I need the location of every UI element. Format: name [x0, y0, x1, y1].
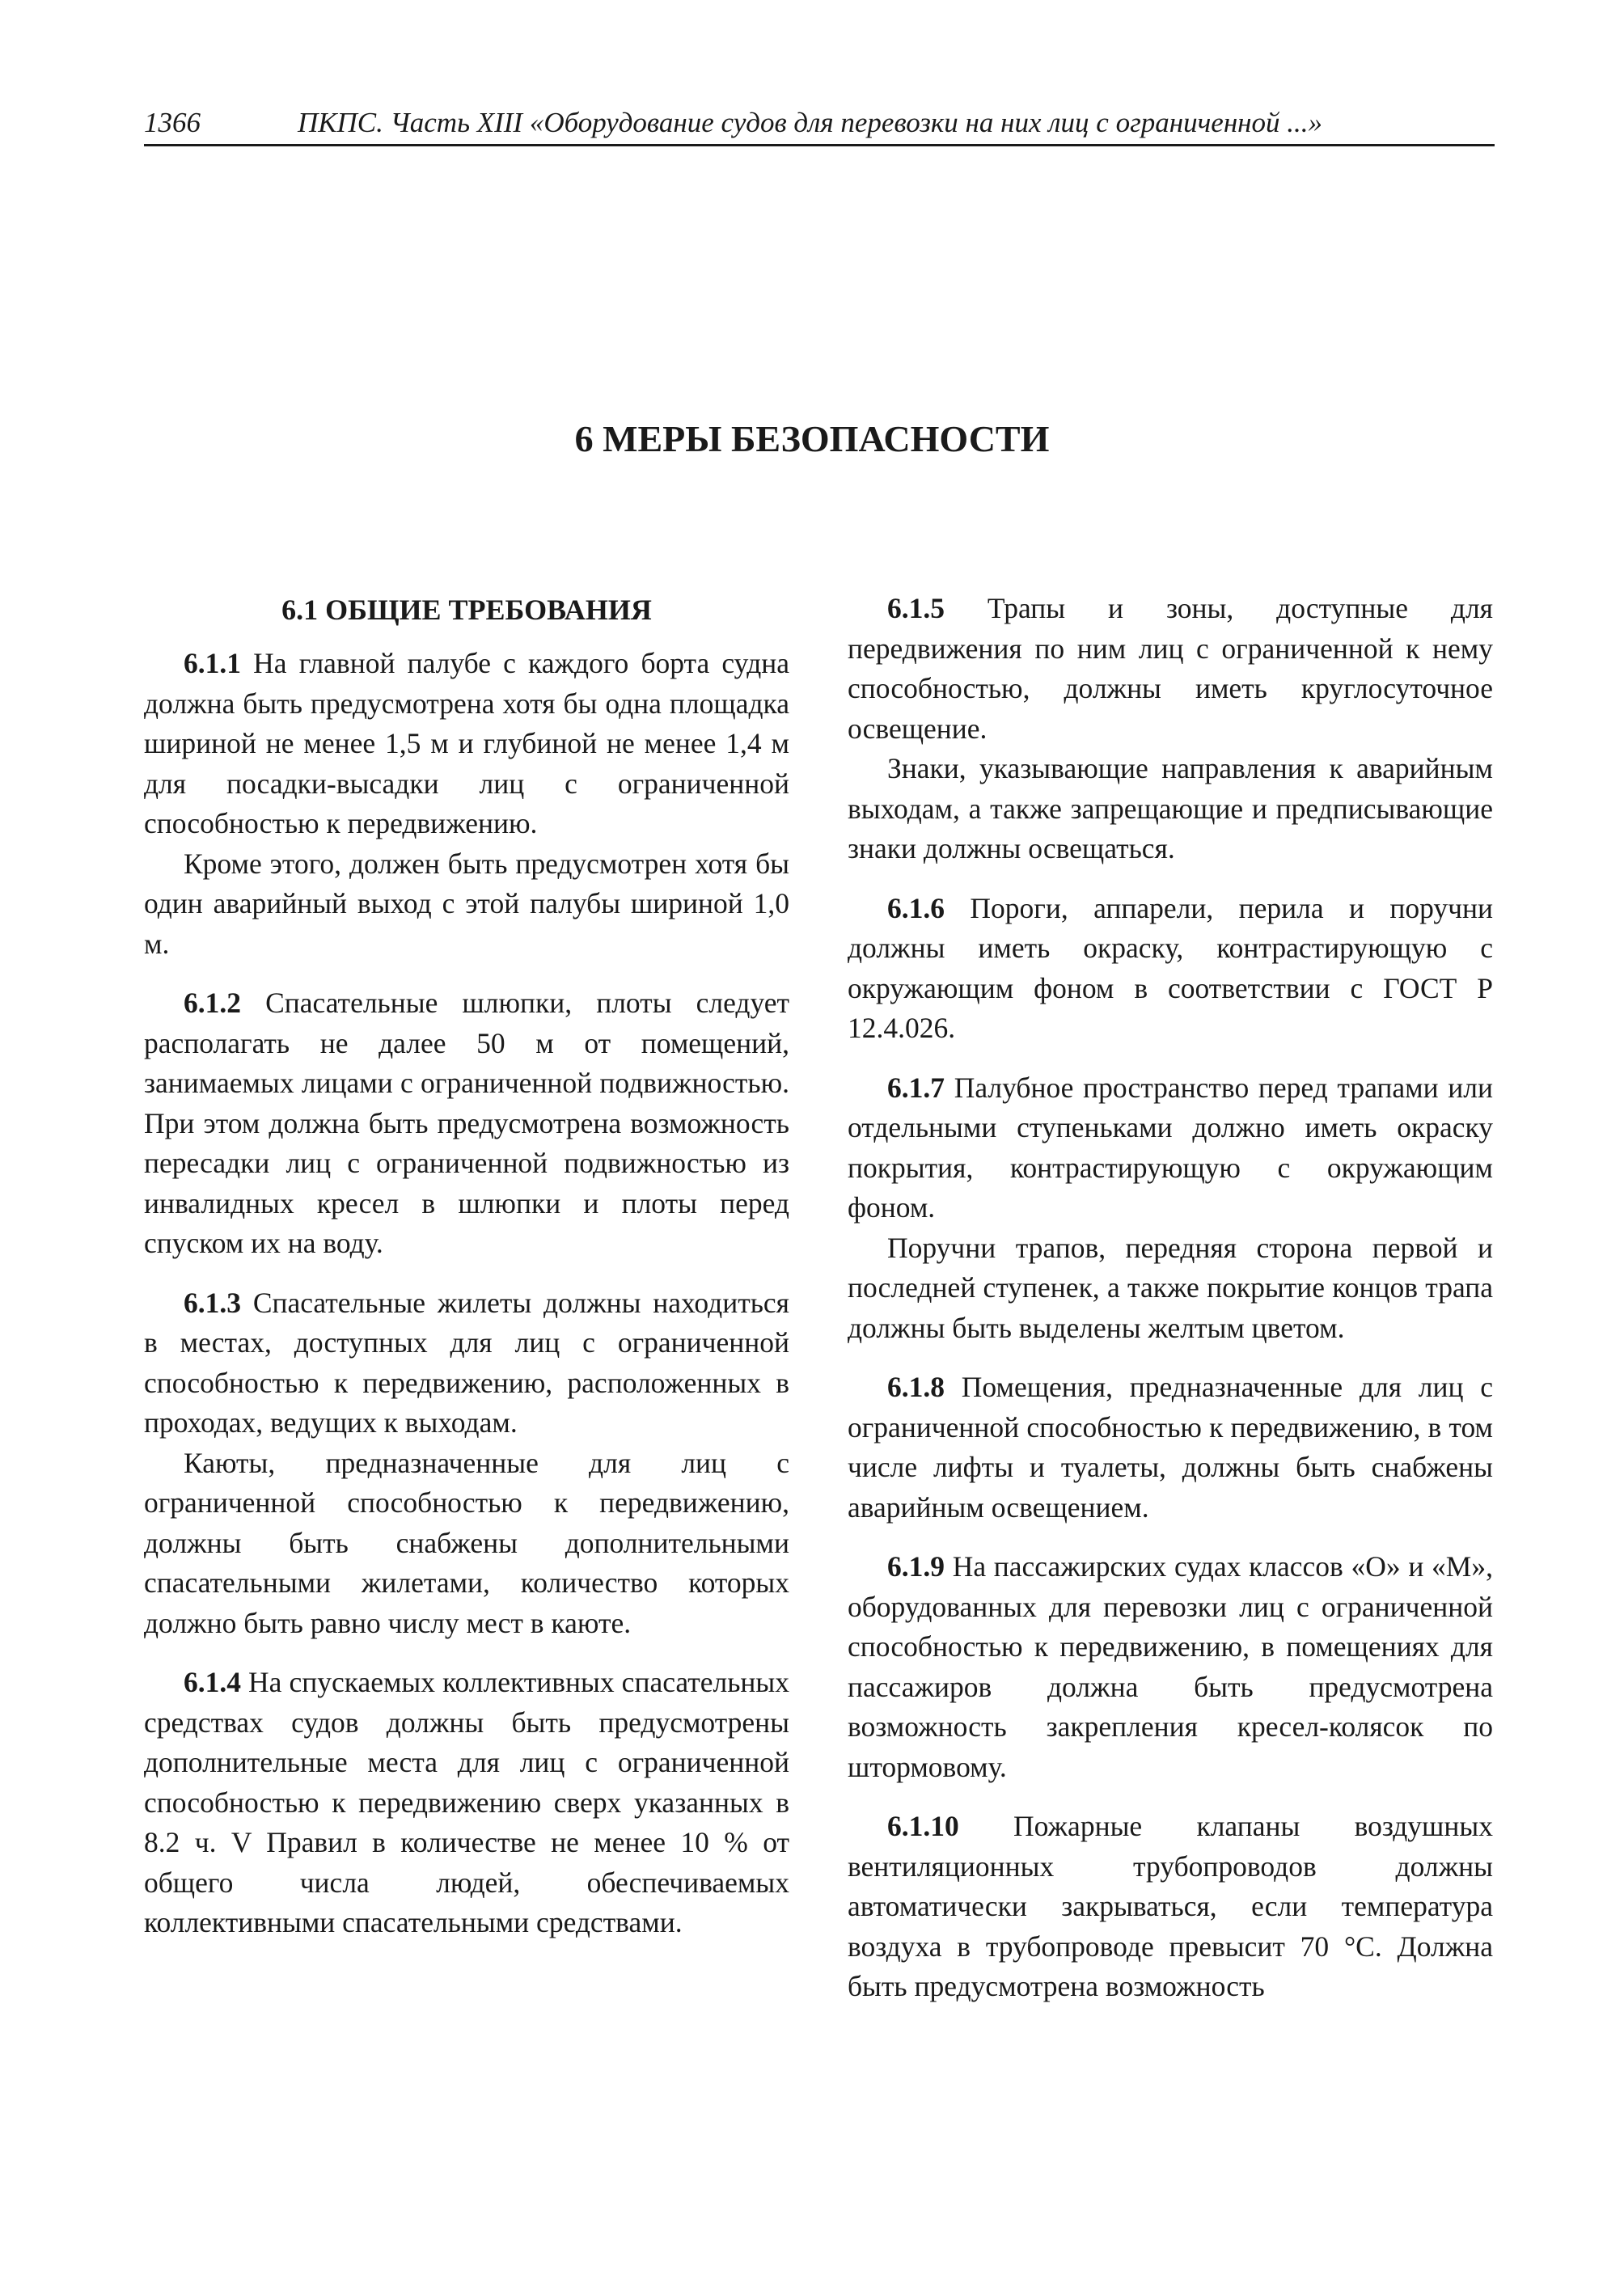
paragraph	[848, 889, 1493, 1049]
clause-number: 6.1.6	[887, 891, 945, 924]
paragraph-text: Каюты, предназначенные для лиц с ограниченной способностью к передвижению, должны быть снабжены дополнительными спасательными жилетами, количество которых должно быть равно числу мест в каюте.	[144, 1446, 789, 1639]
paragraph	[848, 1068, 1493, 1228]
paragraph-text: Спасательные шлюпки, плоты следует располагать не далее 50 м от помещений, занимаемых лицами с ограниченной подвижностью. При этом должна быть предусмотрена возможность пересадки лиц с ограниченной подвижностью из инвалидных кресел в шлюпки и плоты перед спуском их на воду.	[144, 987, 790, 1259]
paragraph-text: На пассажирских судах классов «О» и «М», оборудованных для перевозки лиц с ограниченной способностью к передвижению, в помещениях для пассажиров должна быть предусмотрена возможность закрепления кресел-колясок по штормовому.	[848, 1550, 1493, 1783]
chapter-title: 6 МЕРЫ БЕЗОПАСНОСТИ	[574, 418, 1050, 459]
paragraph-text: Помещения, предназначенные для лиц с ограниченной способностью к передвижению, в том числе лифты и туалеты, должны быть снабжены аварийным освещением.	[848, 1371, 1494, 1524]
clause-number: 6.1.3	[184, 1286, 241, 1319]
right-column	[848, 582, 1493, 2007]
paragraph	[144, 983, 789, 1264]
paragraph	[144, 1443, 789, 1644]
paragraph	[848, 1547, 1493, 1787]
paragraph-text: Знаки, указывающие направления к аварийным выходам, а также запрещающие и предписывающие знаки должны освещаться.	[848, 752, 1493, 864]
clause-number: 6.1.1	[184, 647, 241, 679]
clause-number: 6.1.10	[887, 1810, 959, 1842]
paragraph-text: Поручни трапов, передняя сторона первой и последней ступенек, а также покрытие концов трапа должны быть выделены желтым цветом.	[848, 1231, 1493, 1344]
paragraph	[144, 1283, 789, 1443]
paragraph	[848, 1228, 1493, 1349]
paragraph-text: На главной палубе с каждого борта судна должна быть предусмотрена хотя бы одна площадка шириной не менее 1,5 м и глубиной не менее 1,4 м для посадки-высадки лиц с ограниченной способностью к передвижению.	[144, 647, 790, 839]
running-header	[144, 104, 1495, 146]
left-column	[144, 582, 789, 1943]
paragraph-text: Спасательные жилеты должны находиться в местах, доступных для лиц с ограниченной способностью к передвижению, расположенных в проходах, ведущих к выходам.	[144, 1286, 789, 1439]
clause-number: 6.1.7	[887, 1071, 945, 1104]
paragraph	[144, 1663, 789, 1943]
running-title: ПКПС. Часть XIII «Оборудование судов для перевозки на них лиц с ограниченной ...»	[298, 107, 1323, 138]
paragraph	[848, 589, 1493, 749]
page-number: 1366	[144, 107, 201, 138]
paragraph-text: Кроме этого, должен быть предусмотрен хотя бы один аварийный выход с этой палубы шириной 1,0 м.	[144, 847, 789, 960]
clause-number: 6.1.8	[887, 1371, 945, 1403]
paragraph	[144, 844, 789, 965]
paragraph	[848, 749, 1493, 869]
paragraph	[848, 1367, 1493, 1528]
paragraph	[144, 644, 789, 844]
paragraph	[848, 1807, 1493, 2007]
section-title: 6.1 ОБЩИЕ ТРЕБОВАНИЯ	[281, 594, 652, 626]
paragraph-text: Трапы и зоны, доступные для передвижения по ним лиц с ограниченной к нему способностью, должны иметь круглосуточное освещение.	[848, 592, 1493, 745]
clause-number: 6.1.4	[184, 1666, 241, 1698]
clause-number: 6.1.9	[887, 1550, 945, 1583]
clause-number: 6.1.5	[887, 592, 945, 624]
clause-number: 6.1.2	[184, 987, 241, 1019]
paragraph-text: Палубное пространство перед трапами или отдельными ступеньками должно иметь окраску покрытия, контрастирующую с окружающим фоном.	[848, 1071, 1494, 1224]
paragraph-text: Пороги, аппарели, перила и поручни должны иметь окраску, контрастирующую с окружающим фоном в соответствии с ГОСТ Р 12.4.026.	[848, 891, 1494, 1044]
paragraph-text: На спускаемых коллективных спасательных средствах судов должны быть предусмотрены дополнительные места для лиц с ограниченной способностью к передвижению сверх указанных в 8.2 ч. V Правил в количестве не менее 10 % от общего числа людей, обеспечиваемых коллективными спасательными средствами.	[144, 1666, 790, 1938]
paragraph-text: Пожарные клапаны воздушных вентиляционных трубопроводов должны автоматически закрываться, если температура воздуха в трубопроводе превысит 70 °С. Должна быть предусмотрена возможность	[848, 1810, 1493, 2002]
